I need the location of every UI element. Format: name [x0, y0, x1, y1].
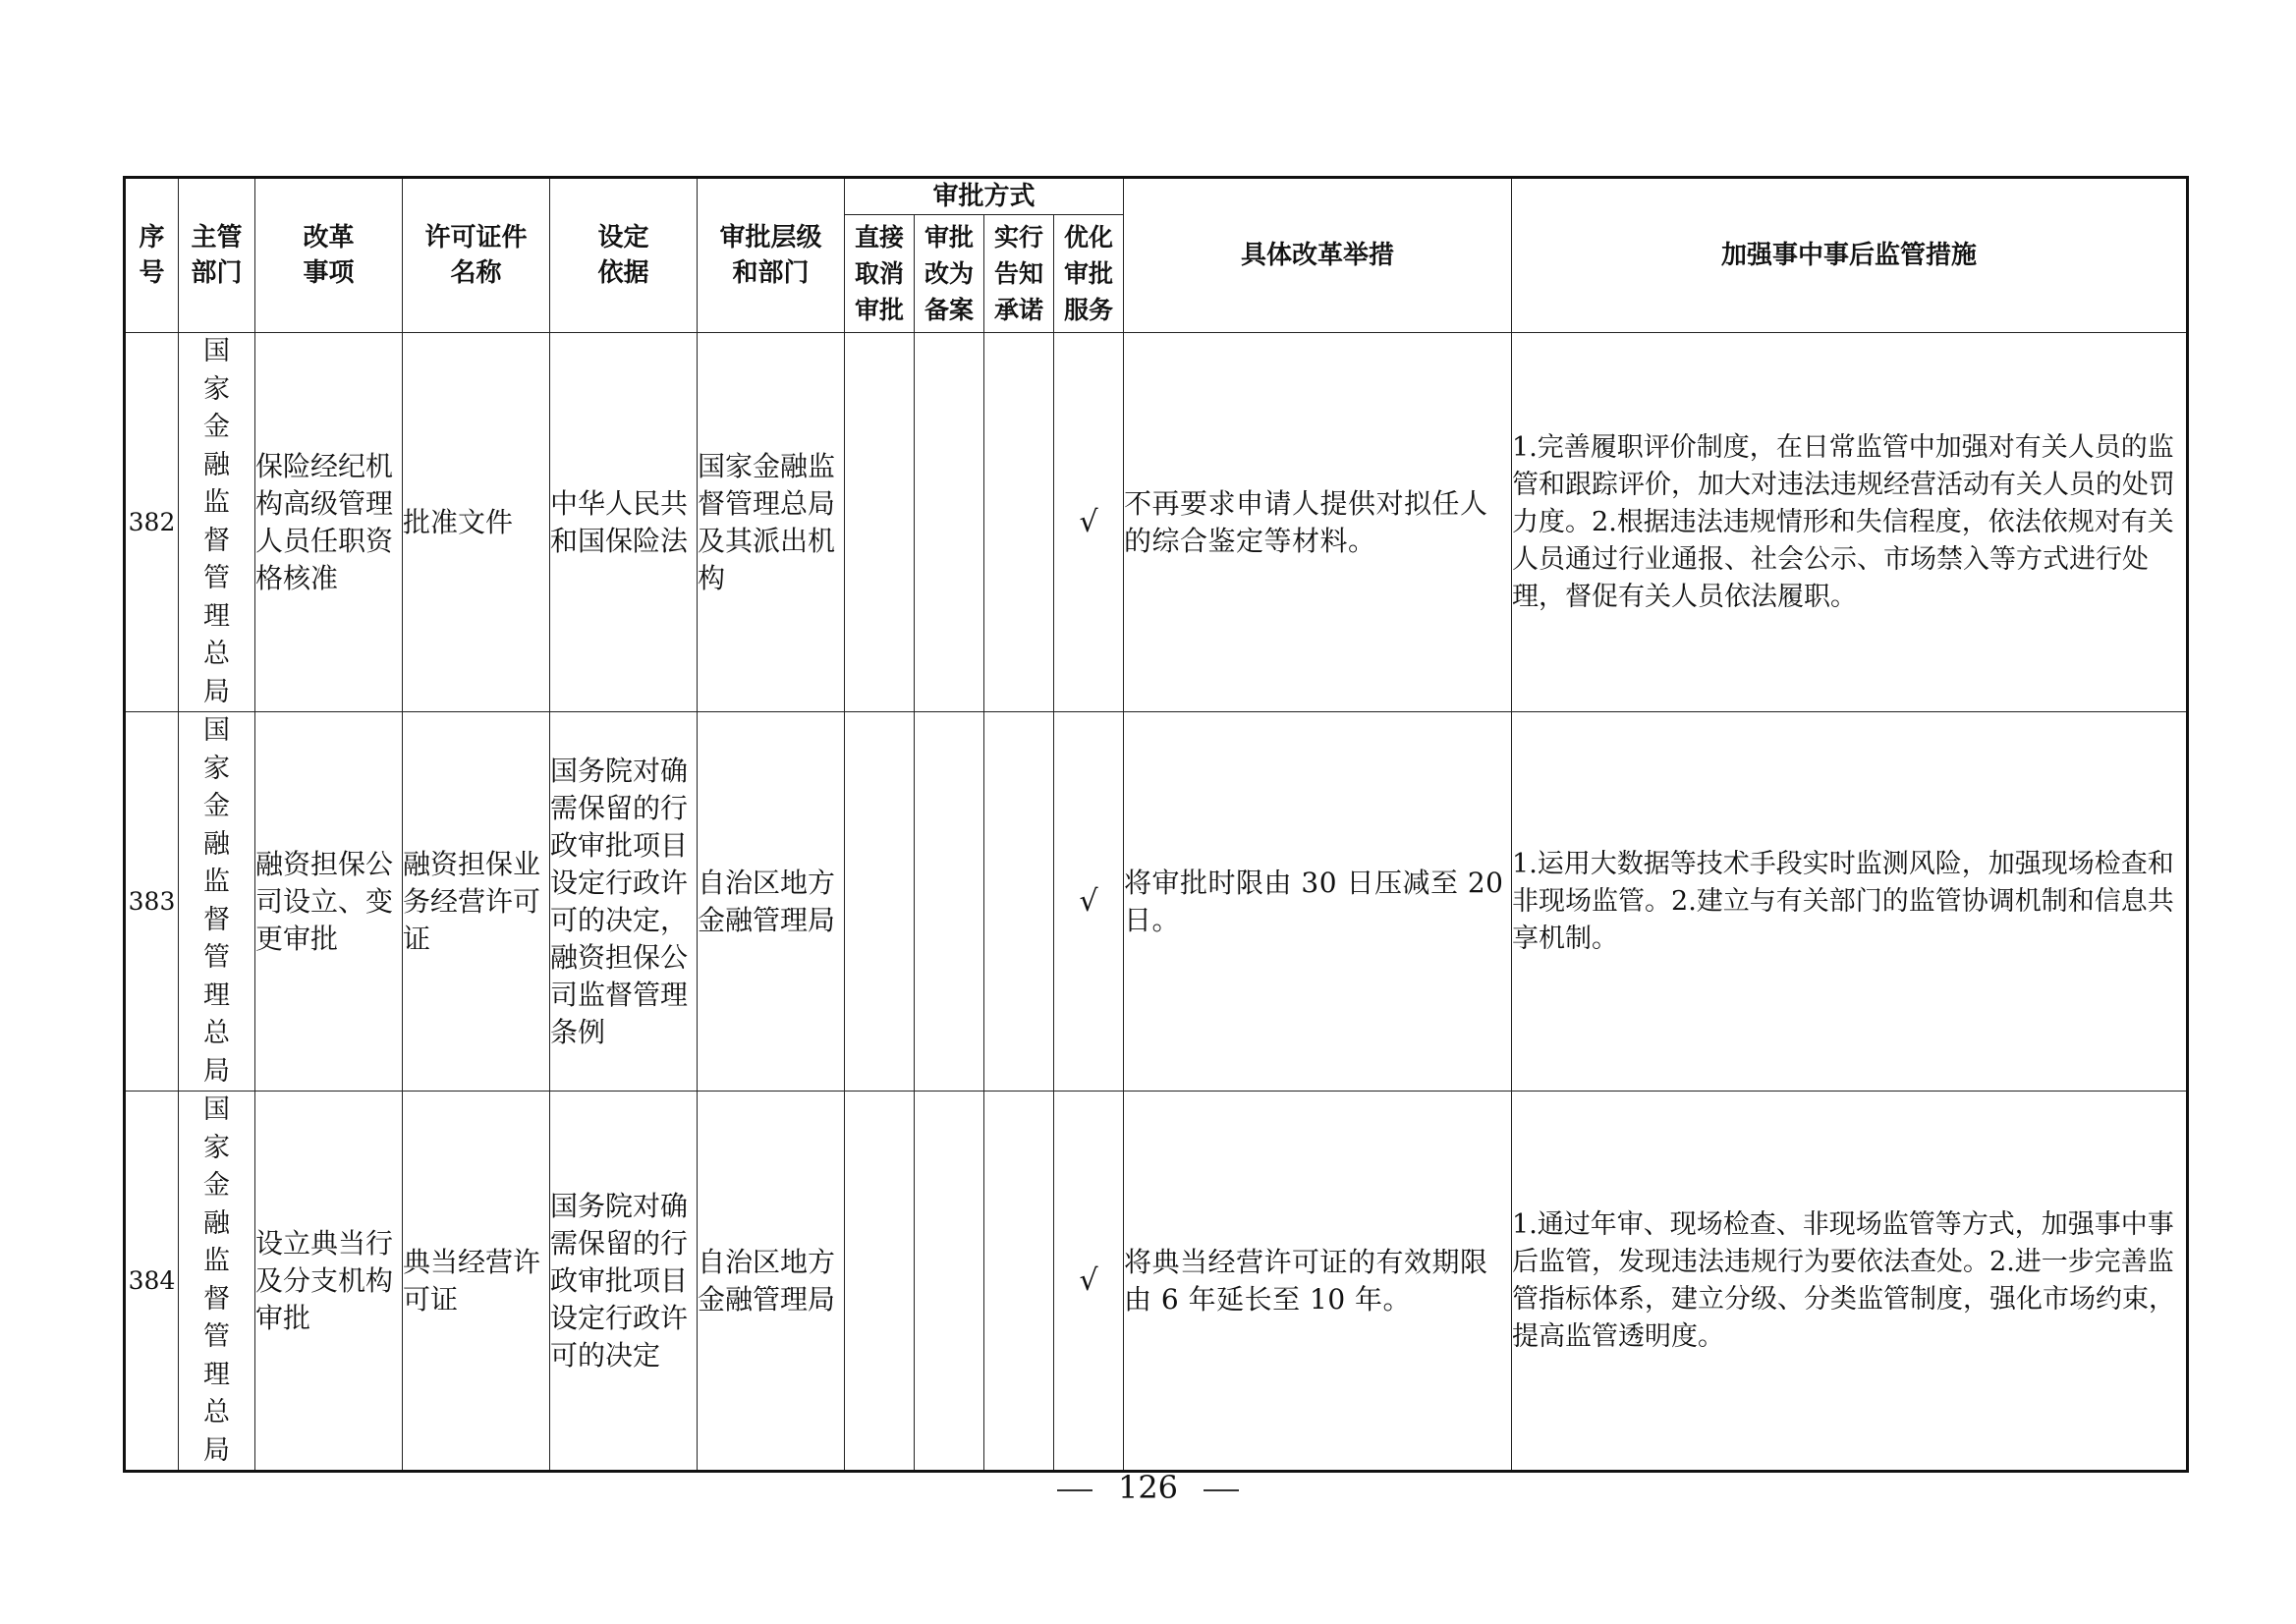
row-permit: 典当经营许可证: [403, 1092, 550, 1472]
row-supervision: 1.完善履职评价制度，在日常监管中加强对有关人员的监管和跟踪评价，加大对违法违规经营活动有关人员的处罚力度。2.根据违法违规情形和失信程度，依法依规对有关人员通过行业通报、社会公示、市场禁入等方式进行处理，督促有关人员依法履职。: [1512, 333, 2188, 712]
row-item: 保险经纪机构高级管理人员任职资格核准: [255, 333, 403, 712]
row-method-cancel: [845, 333, 915, 712]
row-permit: 批准文件: [403, 333, 550, 712]
row-method-notify: [984, 712, 1054, 1092]
table-row: [125, 333, 2188, 712]
page-footer: [0, 1469, 2296, 1506]
row-method-cancel: [845, 1092, 915, 1472]
row-method-optimize: √: [1054, 712, 1124, 1092]
row-level: 自治区地方金融管理局: [698, 1092, 845, 1472]
row-dept-text: 国家金融监督管理总局: [203, 336, 230, 707]
row-method-record: [915, 1092, 984, 1472]
row-seq: 384: [125, 1092, 179, 1472]
row-seq: 383: [125, 712, 179, 1092]
header-permit: 许可证件名称: [403, 178, 550, 333]
page-dash-left: [1057, 1489, 1092, 1491]
row-measures: 将审批时限由 30 日压减至 20 日。: [1124, 712, 1512, 1092]
page-dash-right: [1204, 1489, 1239, 1491]
row-item: 设立典当行及分支机构审批: [255, 1092, 403, 1472]
row-method-notify: [984, 1092, 1054, 1472]
header-method-record: 审批改为备案: [915, 215, 984, 333]
row-dept-text: 国家金融监督管理总局: [203, 715, 230, 1087]
row-method-record: [915, 333, 984, 712]
header-seq: 序号: [125, 178, 179, 333]
header-method-optimize: 优化审批服务: [1054, 215, 1124, 333]
row-permit: 融资担保业务经营许可证: [403, 712, 550, 1092]
table-row: [125, 712, 2188, 1092]
header-approval-method: 审批方式: [845, 178, 1124, 215]
row-method-optimize: √: [1054, 1092, 1124, 1472]
row-dept-text: 国家金融监督管理总局: [203, 1094, 230, 1466]
row-dept: [179, 333, 255, 712]
row-dept: [179, 1092, 255, 1472]
row-basis: 国务院对确需保留的行政审批项目设定行政许可的决定，融资担保公司监督管理条例: [550, 712, 698, 1092]
header-method-cancel: 直接取消审批: [845, 215, 915, 333]
header-measures: 具体改革举措: [1124, 178, 1512, 333]
row-basis: 中华人民共和国保险法: [550, 333, 698, 712]
row-method-optimize: √: [1054, 333, 1124, 712]
header-method-notify: 实行告知承诺: [984, 215, 1054, 333]
row-dept: [179, 712, 255, 1092]
header-item: 改革事项: [255, 178, 403, 333]
header-level: 审批层级和部门: [698, 178, 845, 333]
row-method-record: [915, 712, 984, 1092]
row-method-cancel: [845, 712, 915, 1092]
header-supervision: 加强事中事后监管措施: [1512, 178, 2188, 333]
row-method-notify: [984, 333, 1054, 712]
row-measures: 不再要求申请人提供对拟任人的综合鉴定等材料。: [1124, 333, 1512, 712]
row-level: 国家金融监督管理总局及其派出机构: [698, 333, 845, 712]
row-level: 自治区地方金融管理局: [698, 712, 845, 1092]
page-number: 126: [1117, 1469, 1179, 1506]
row-measures: 将典当经营许可证的有效期限由 6 年延长至 10 年。: [1124, 1092, 1512, 1472]
row-item: 融资担保公司设立、变更审批: [255, 712, 403, 1092]
row-seq: 382: [125, 333, 179, 712]
reform-table: [123, 176, 2189, 1473]
row-supervision: 1.通过年审、现场检查、非现场监管等方式，加强事中事后监管，发现违法违规行为要依法查处。2.进一步完善监管指标体系，建立分级、分类监管制度，强化市场约束，提高监管透明度。: [1512, 1092, 2188, 1472]
row-supervision: 1.运用大数据等技术手段实时监测风险，加强现场检查和非现场监管。2.建立与有关部门的监管协调机制和信息共享机制。: [1512, 712, 2188, 1092]
row-basis: 国务院对确需保留的行政审批项目设定行政许可的决定: [550, 1092, 698, 1472]
header-basis: 设定依据: [550, 178, 698, 333]
header-dept: 主管部门: [179, 178, 255, 333]
table-row: [125, 1092, 2188, 1472]
